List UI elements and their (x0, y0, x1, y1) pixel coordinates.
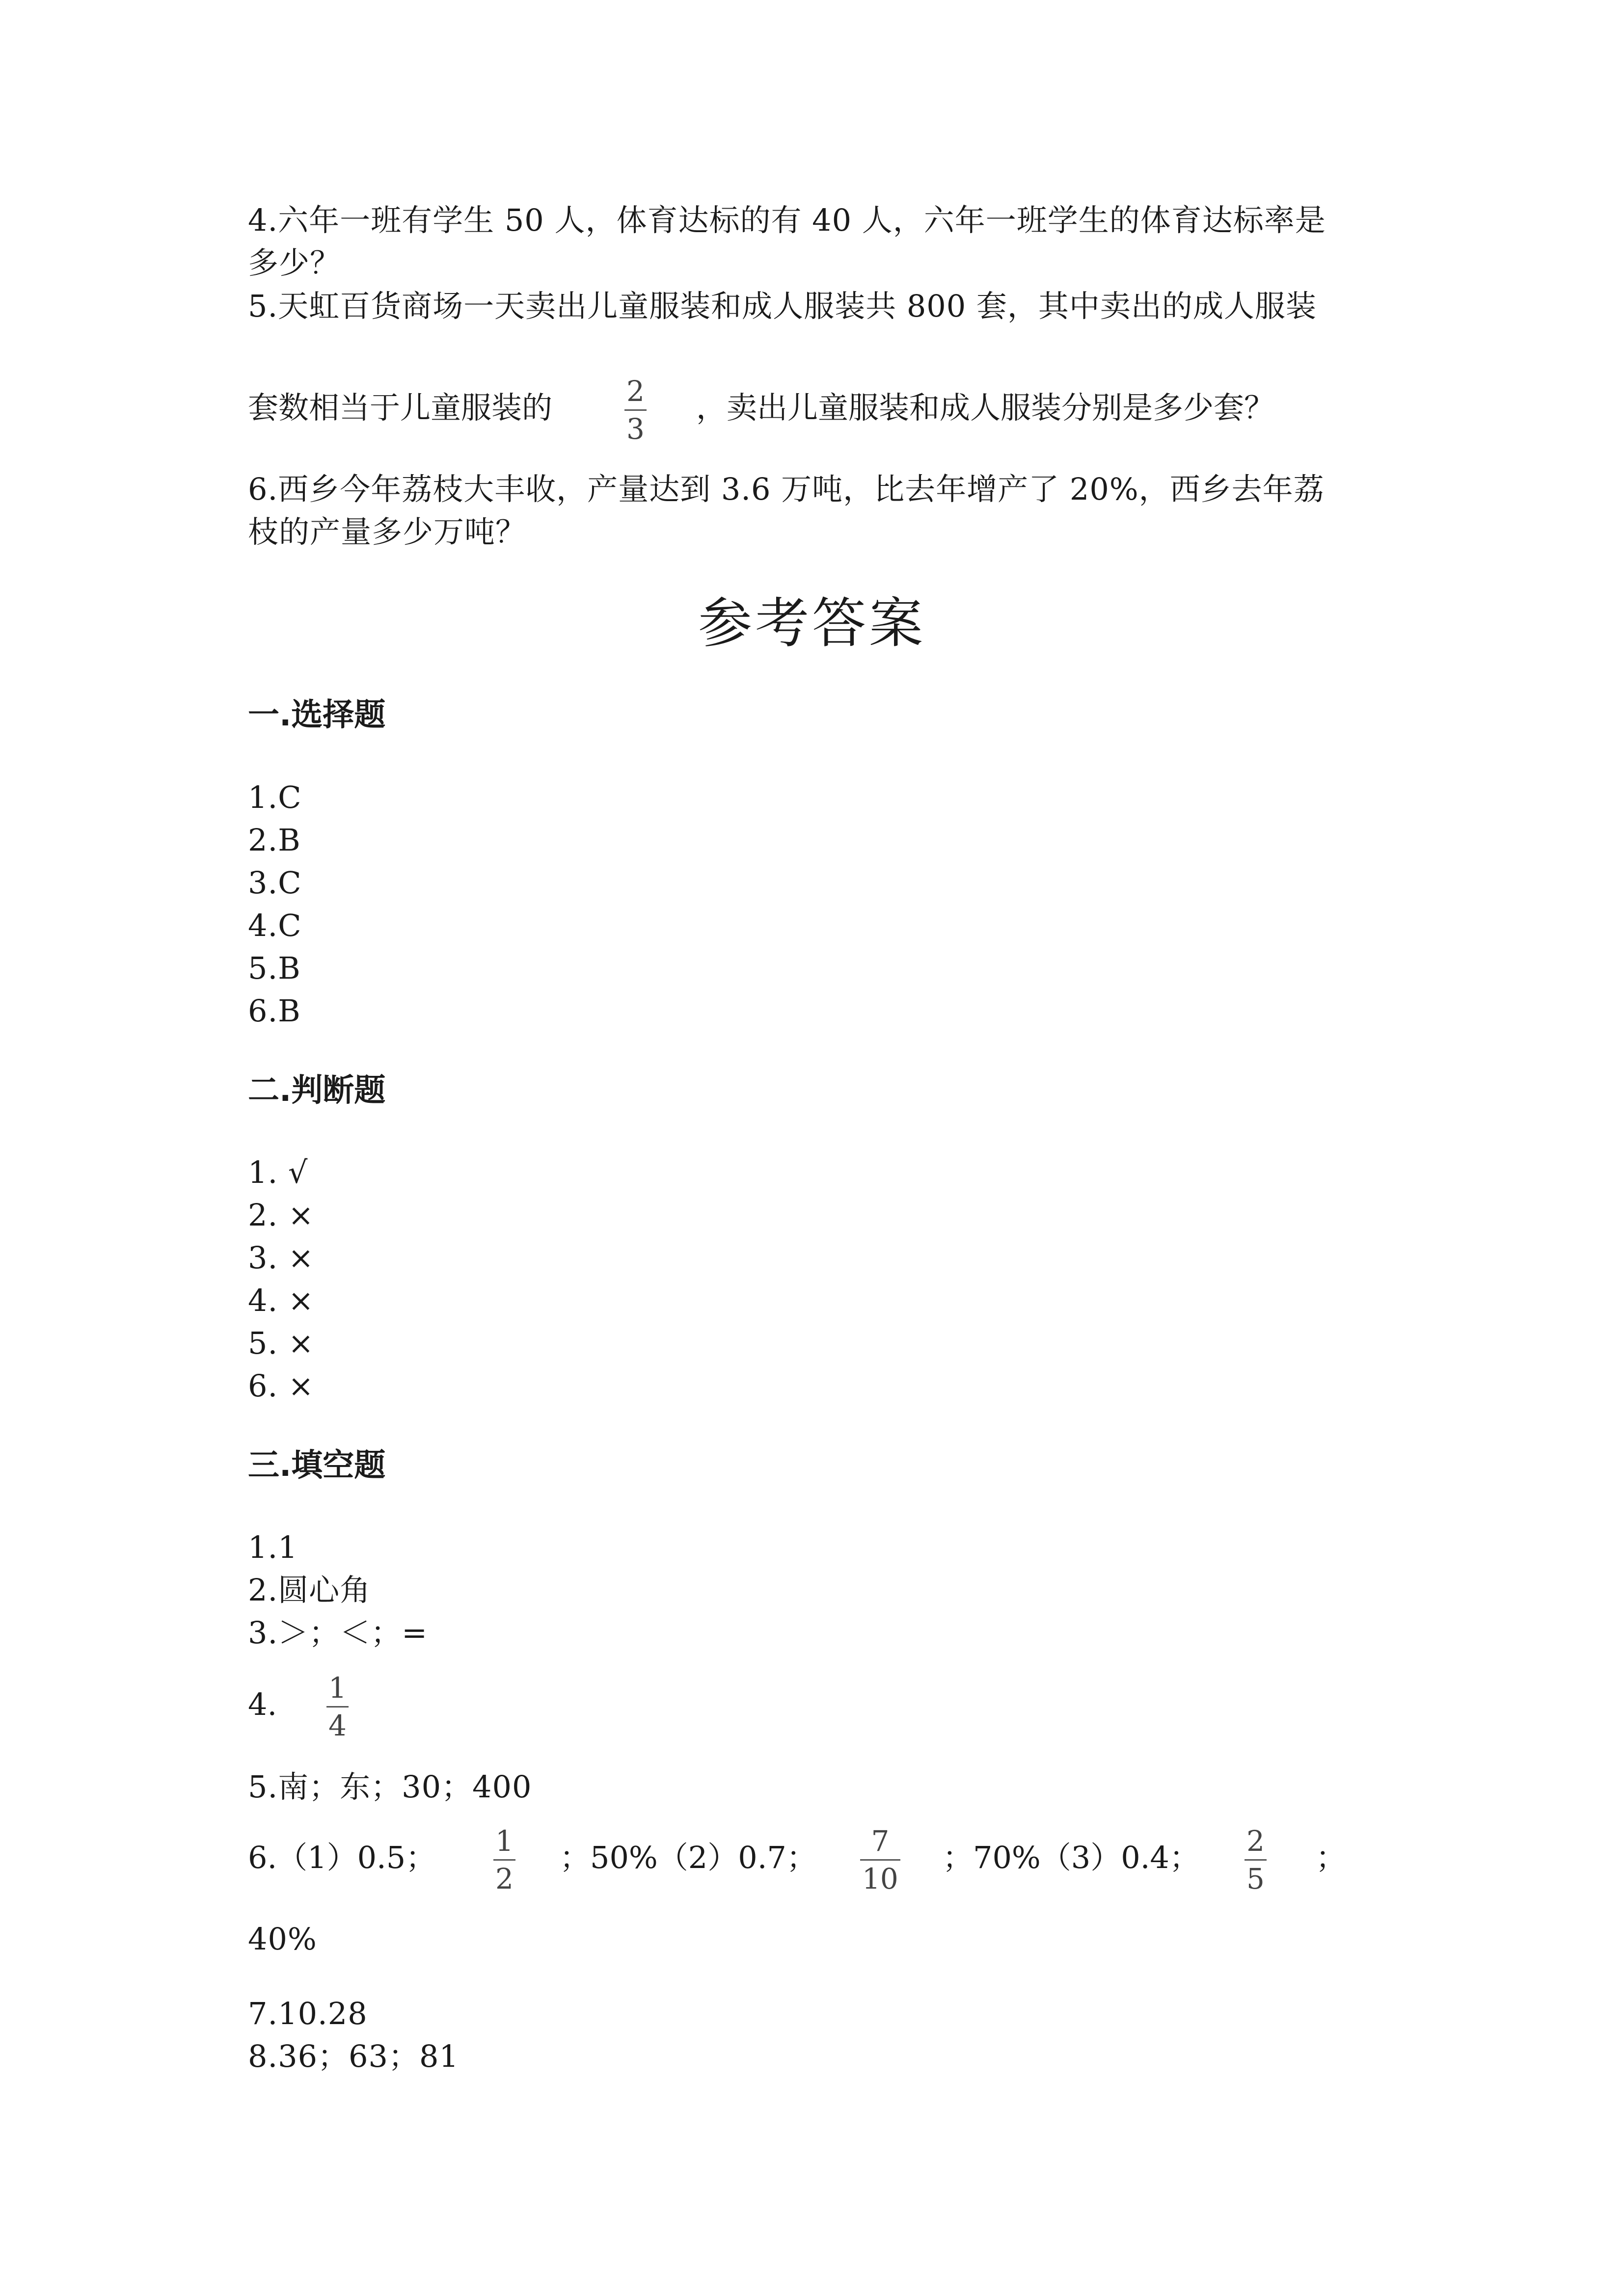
answer-item: 1.C (248, 779, 302, 815)
answer-item: 1. √ (248, 1154, 308, 1190)
fraction-denominator: 2 (495, 1862, 514, 1896)
fraction-bar (326, 1706, 349, 1708)
answer-item: 1.1 (248, 1529, 298, 1565)
answer-item: 5. × (248, 1325, 314, 1361)
fraction-bar (1245, 1859, 1267, 1861)
question-5-fraction (624, 374, 647, 446)
answer-6-fraction-2 (860, 1824, 900, 1896)
fraction-numerator: 1 (328, 1671, 347, 1705)
question-6-line-1: 6.西乡今年荔枝大丰收，产量达到 3.6 万吨，比去年增产了 20%，西乡去年荔 (248, 471, 1325, 507)
section-heading-multiple-choice: 一.选择题 (248, 697, 386, 733)
fraction-denominator: 10 (862, 1862, 898, 1896)
answer-item: 4. × (248, 1282, 314, 1318)
answer-6-part-3: ；70%（3）0.4； (943, 1840, 1200, 1875)
fraction-bar (624, 409, 647, 411)
answer-6-part-1: 6.（1）0.5； (248, 1840, 436, 1875)
answer-6-fraction-1 (493, 1824, 515, 1896)
section-heading-fill-in: 三.填空题 (248, 1447, 386, 1484)
answer-item: 3.C (248, 865, 302, 901)
fraction-numerator: 1 (495, 1824, 514, 1858)
answer-item: 3. × (248, 1240, 314, 1276)
answer-item-4-label: 4. (248, 1686, 277, 1722)
answer-4-fraction (326, 1671, 349, 1742)
fraction-denominator: 3 (626, 412, 645, 446)
fraction-numerator: 7 (871, 1824, 890, 1858)
answer-6-part-2: ；50%（2）0.7； (560, 1840, 817, 1875)
fraction-numerator: 2 (1246, 1824, 1265, 1858)
answer-item: 2. × (248, 1197, 314, 1233)
answer-item: 2.B (248, 822, 301, 858)
fraction-bar (860, 1859, 900, 1861)
question-6-line-2: 枝的产量多少万吨？ (248, 514, 527, 550)
section-heading-true-false: 二.判断题 (248, 1072, 386, 1109)
answer-6-continuation: 40% (248, 1921, 317, 1957)
question-5-line-2-start: 套数相当于儿童服装的 (248, 390, 553, 426)
answer-key-title: 参考答案 (698, 592, 926, 655)
answer-item: 6.B (248, 993, 301, 1029)
fraction-denominator: 4 (328, 1709, 347, 1742)
answer-item: 8.36；63；81 (248, 2038, 459, 2074)
answer-item: 6. × (248, 1368, 314, 1404)
question-4-line-1: 4.六年一班有学生 50 人，体育达标的有 40 人，六年一班学生的体育达标率是 (248, 202, 1326, 238)
answer-6-fraction-3 (1245, 1824, 1267, 1896)
question-5-line-1: 5.天虹百货商场一天卖出儿童服装和成人服装共 800 套，其中卖出的成人服装 (248, 288, 1317, 324)
answer-6-part-4: ； (1316, 1840, 1347, 1875)
answer-item: 5.南；东；30；400 (248, 1769, 532, 1805)
answer-item: 7.10.28 (248, 1996, 368, 2031)
fraction-numerator: 2 (626, 374, 645, 408)
answer-item: 2.圆心角 (248, 1572, 371, 1608)
question-5-line-2-end: ，卖出儿童服装和成人服装分别是多少套？ (696, 390, 1275, 426)
answer-item: 5.B (248, 950, 301, 986)
answer-item: 4.C (248, 908, 302, 943)
answer-item: 3.＞；＜；= (248, 1615, 428, 1651)
question-4-line-2: 多少？ (248, 245, 341, 281)
fraction-bar (493, 1859, 515, 1861)
fraction-denominator: 5 (1246, 1862, 1265, 1896)
